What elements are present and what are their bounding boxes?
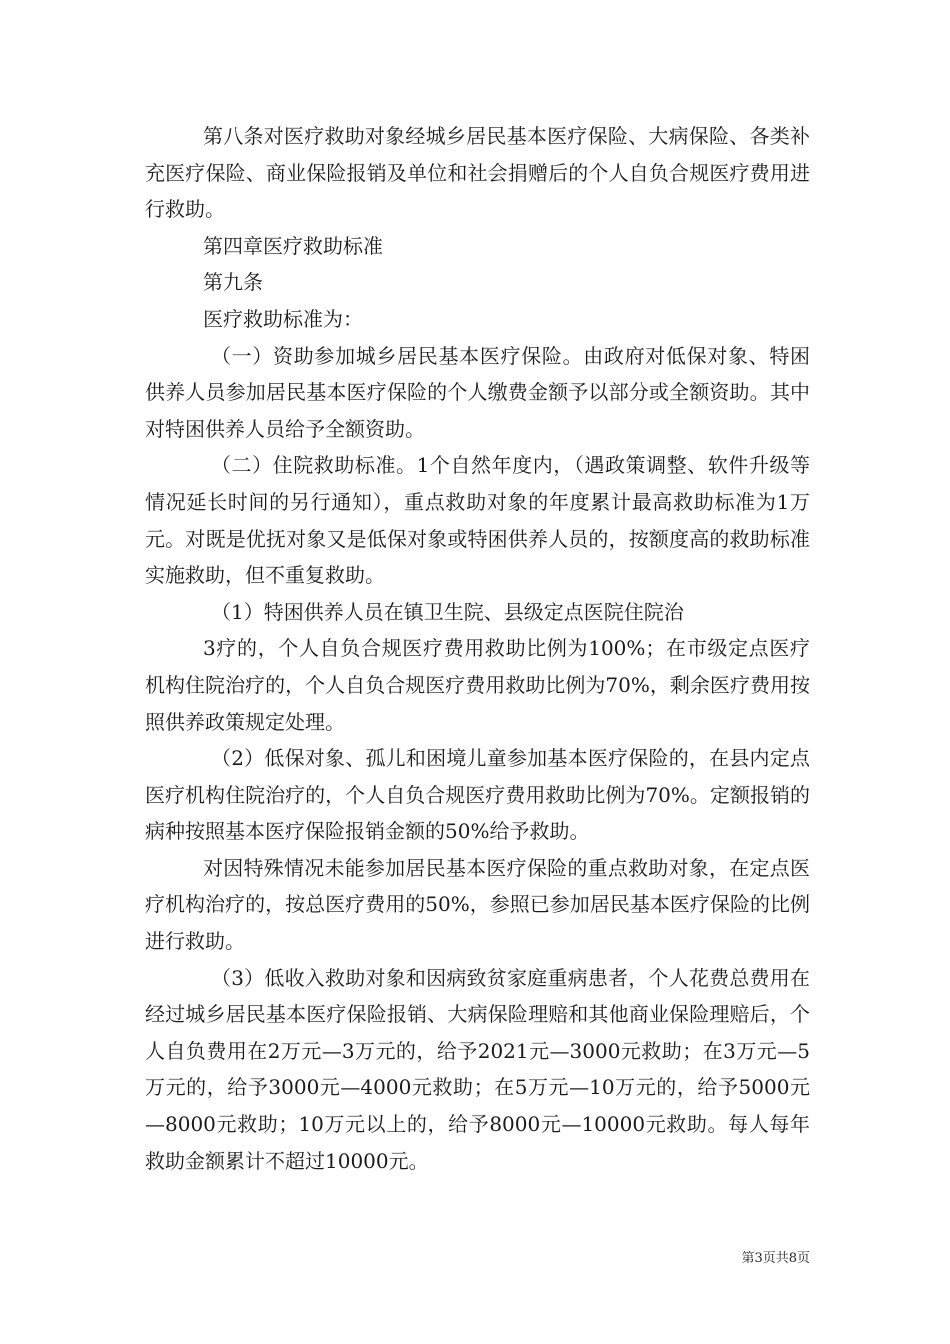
item-1-paragraph: （一）资助参加城乡居民基本医疗保险。由政府对低保对象、特困供养人员参加居民基本医疗保险的个人缴费金额予以部分或全额资助。其中对特困供养人员给予全额资助。 bbox=[145, 343, 810, 441]
subitem-3-paragraph: （3）低收入救助对象和因病致贫家庭重病患者，个人花费总费用在经过城乡居民基本医疗保险报销、大病保险理赔和其他商业保险理赔后，个人自负费用在2万元—3万元的，给予2021元—3000元救助；在3万元—5万元的，给予3000元—4000元救助；在5万元—10万元的，给予5000元—8000元救助；10万元以上的，给予8000元—10000元救助。每人每年救助金额累计不超过10000元。 bbox=[145, 965, 810, 1173]
special-case-paragraph: 对因特殊情况未能参加居民基本医疗保险的重点救助对象，在定点医疗机构治疗的，按总医疗费用的50%，参照已参加居民基本医疗保险的比例进行救助。 bbox=[145, 855, 810, 954]
article-8-paragraph: 第八条对医疗救助对象经城乡居民基本医疗保险、大病保险、各类补充医疗保险、商业保险报销及单位和社会捐赠后的个人自负合规医疗费用进行救助。 bbox=[145, 124, 810, 222]
page-number-footer: 第3页共8页 bbox=[741, 1251, 810, 1266]
chapter-4-heading: 第四章医疗救助标准 bbox=[203, 233, 383, 258]
subitem-2-paragraph: （2）低保对象、孤儿和困境儿童参加基本医疗保险的，在县内定点医疗机构住院治疗的，个人自负合规医疗费用救助比例为70%。定额报销的病种按照基本医疗保险报销金额的50%给予救助。 bbox=[145, 746, 810, 844]
subitem-1-heading: （1）特困供养人员在镇卫生院、县级定点医院住院治 bbox=[211, 599, 684, 624]
item-2-paragraph: （二）住院救助标准。1个自然年度内，（遇政策调整、软件升级等情况延长时间的另行通知），重点救助对象的年度累计最高救助标准为1万元。对既是优抚对象又是低保对象或特困供养人员的，按额度高的救助标准实施救助，但不重复救助。 bbox=[145, 453, 810, 588]
standard-intro-paragraph: 医疗救助标准为： bbox=[203, 306, 363, 331]
article-9-heading: 第九条 bbox=[203, 270, 263, 295]
document-body bbox=[145, 118, 810, 1179]
subitem-1-paragraph: 3疗的，个人自负合规医疗费用救助比例为100%；在市级定点医疗机构住院治疗的，个人自负合规医疗费用救助比例为70%，剩余医疗费用按照供养政策规定处理。 bbox=[145, 636, 810, 734]
